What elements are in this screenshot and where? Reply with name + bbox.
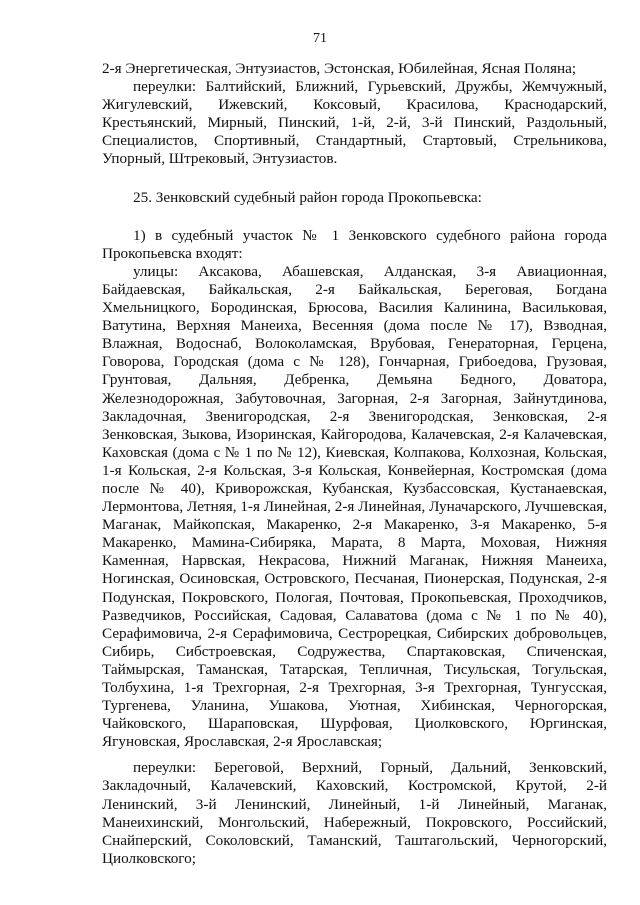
district-heading: 25. Зенковский судебный район города Прокопьевска: bbox=[133, 188, 482, 206]
streets-list: улицы: Аксакова, Абашевская, Алданская, 3-я Авиационная, Байдаевская, Байкальская, 2-я Байкальская, Береговая, Богдана Хмельницкого, Бородинская, Брюсова, Василия Калинина, Васильковая, Ватутина, Верхняя Манеиха, Весенняя (дома после № 17), Взводная, Влажная, Водоснаб, Волоколамская, Врубовая, Генераторная, Герцена, Говорова, Городская (дома с № 128), Гончарная, Грибоедова, Грузовая, Грунтовая, Дальняя, Дебренка, Демьяна Бедного, Доватора, Железнодорожная, Забутовочная, Загорная, 2-я Загорная, Зайнутдинова, Закладочная, Звенигородская, 2-я Звенигородская, Зенковская, 2-я Зенковская, Зыкова, Изоринская, Кайгородова, Калачевская, 2-я Калачевская, Каховская (дома с № 1 по № 12), Киевская, Колпакова, Колхозная, Кольская, 1-я Кольская, 2-я Кольская, 3-я Кольская, Конвейерная, Костромская (дома после № 40), Криворожская, Кубанская, Кузбассовская, Кустанаевская, Лермонтова, Летняя, 1-я Линейная, 2-я Линейная, Луначарского, Лучшевская, Маганак, Майкопская, Макаренко, 2-я Макаренко, 3-я Макаренко, 5-я Макаренко, Мамина-Сибиряка, Марата, 8 Марта, Моховая, Нижняя Каменная, Нарвская, Некрасова, Нижний Маганак, Нижняя Манеиха, Ногинская, Осиновская, Островского, Песчаная, Пионерская, Подунская, 2-я Подунская, Покровского, Пологая, Почтовая, Прокопьевская, Проходчиков, Разведчиков, Российская, Садовая, Салаватова (дома с № 1 по № 40), Серафимовича, 2-я Серафимовича, Сестрорецкая, Сибирских добровольцев, Сибирь, Сибстроевская, Содружества, Спартаковская, Спиченская, Таймырская, Таманская, Татарская, Тепличная, Тисульская, Тогульская, Толбухина, 1-я Трехгорная, 2-я Трехгорная, 3-я Трехгорная, Тунгусская, Тургенева, Уланина, Ушакова, Уютная, Хибинская, Черногорская, Чайковского, Шараповская, Шурфовая, Циолковского, Юргинская, Ягуновская, Ярославская, 2-я Ярославская; bbox=[102, 262, 607, 751]
court-section-intro: 1) в судебный участок № 1 Зенковского судебного района города Прокопьевска входят: bbox=[102, 226, 607, 262]
document-body bbox=[102, 60, 607, 868]
streets-continuation: 2-я Энергетическая, Энтузиастов, Эстонская, Юбилейная, Ясная Поляна; bbox=[102, 60, 577, 77]
page-number: 71 bbox=[313, 31, 327, 46]
lanes-list-2: переулки: Береговой, Верхний, Горный, Дальний, Зенковский, Закладочный, Калачевский, Каховский, Костромской, Крутой, 2-й Ленинский, 3-й Ленинский, Линейный, 1-й Линейный, Маганак, Манеихинский, Монгольский, Набережный, Покровского, Российский, Снайперский, Соколовский, Таманский, Таштагольский, Черногорский, Циолковского; bbox=[102, 759, 607, 867]
lanes-list: переулки: Балтийский, Ближний, Гурьевский, Дружбы, Жемчужный, Жигулевский, Ижевский, Коксовый, Красилова, Краснодарский, Крестьянский, Мирный, Пинский, 1-й, 2-й, 3-й Пинский, Раздольный, Специалистов, Спортивный, Стандартный, Стартовый, Стрельникова, Упорный, Штрековый, Энтузиастов. bbox=[102, 78, 607, 168]
